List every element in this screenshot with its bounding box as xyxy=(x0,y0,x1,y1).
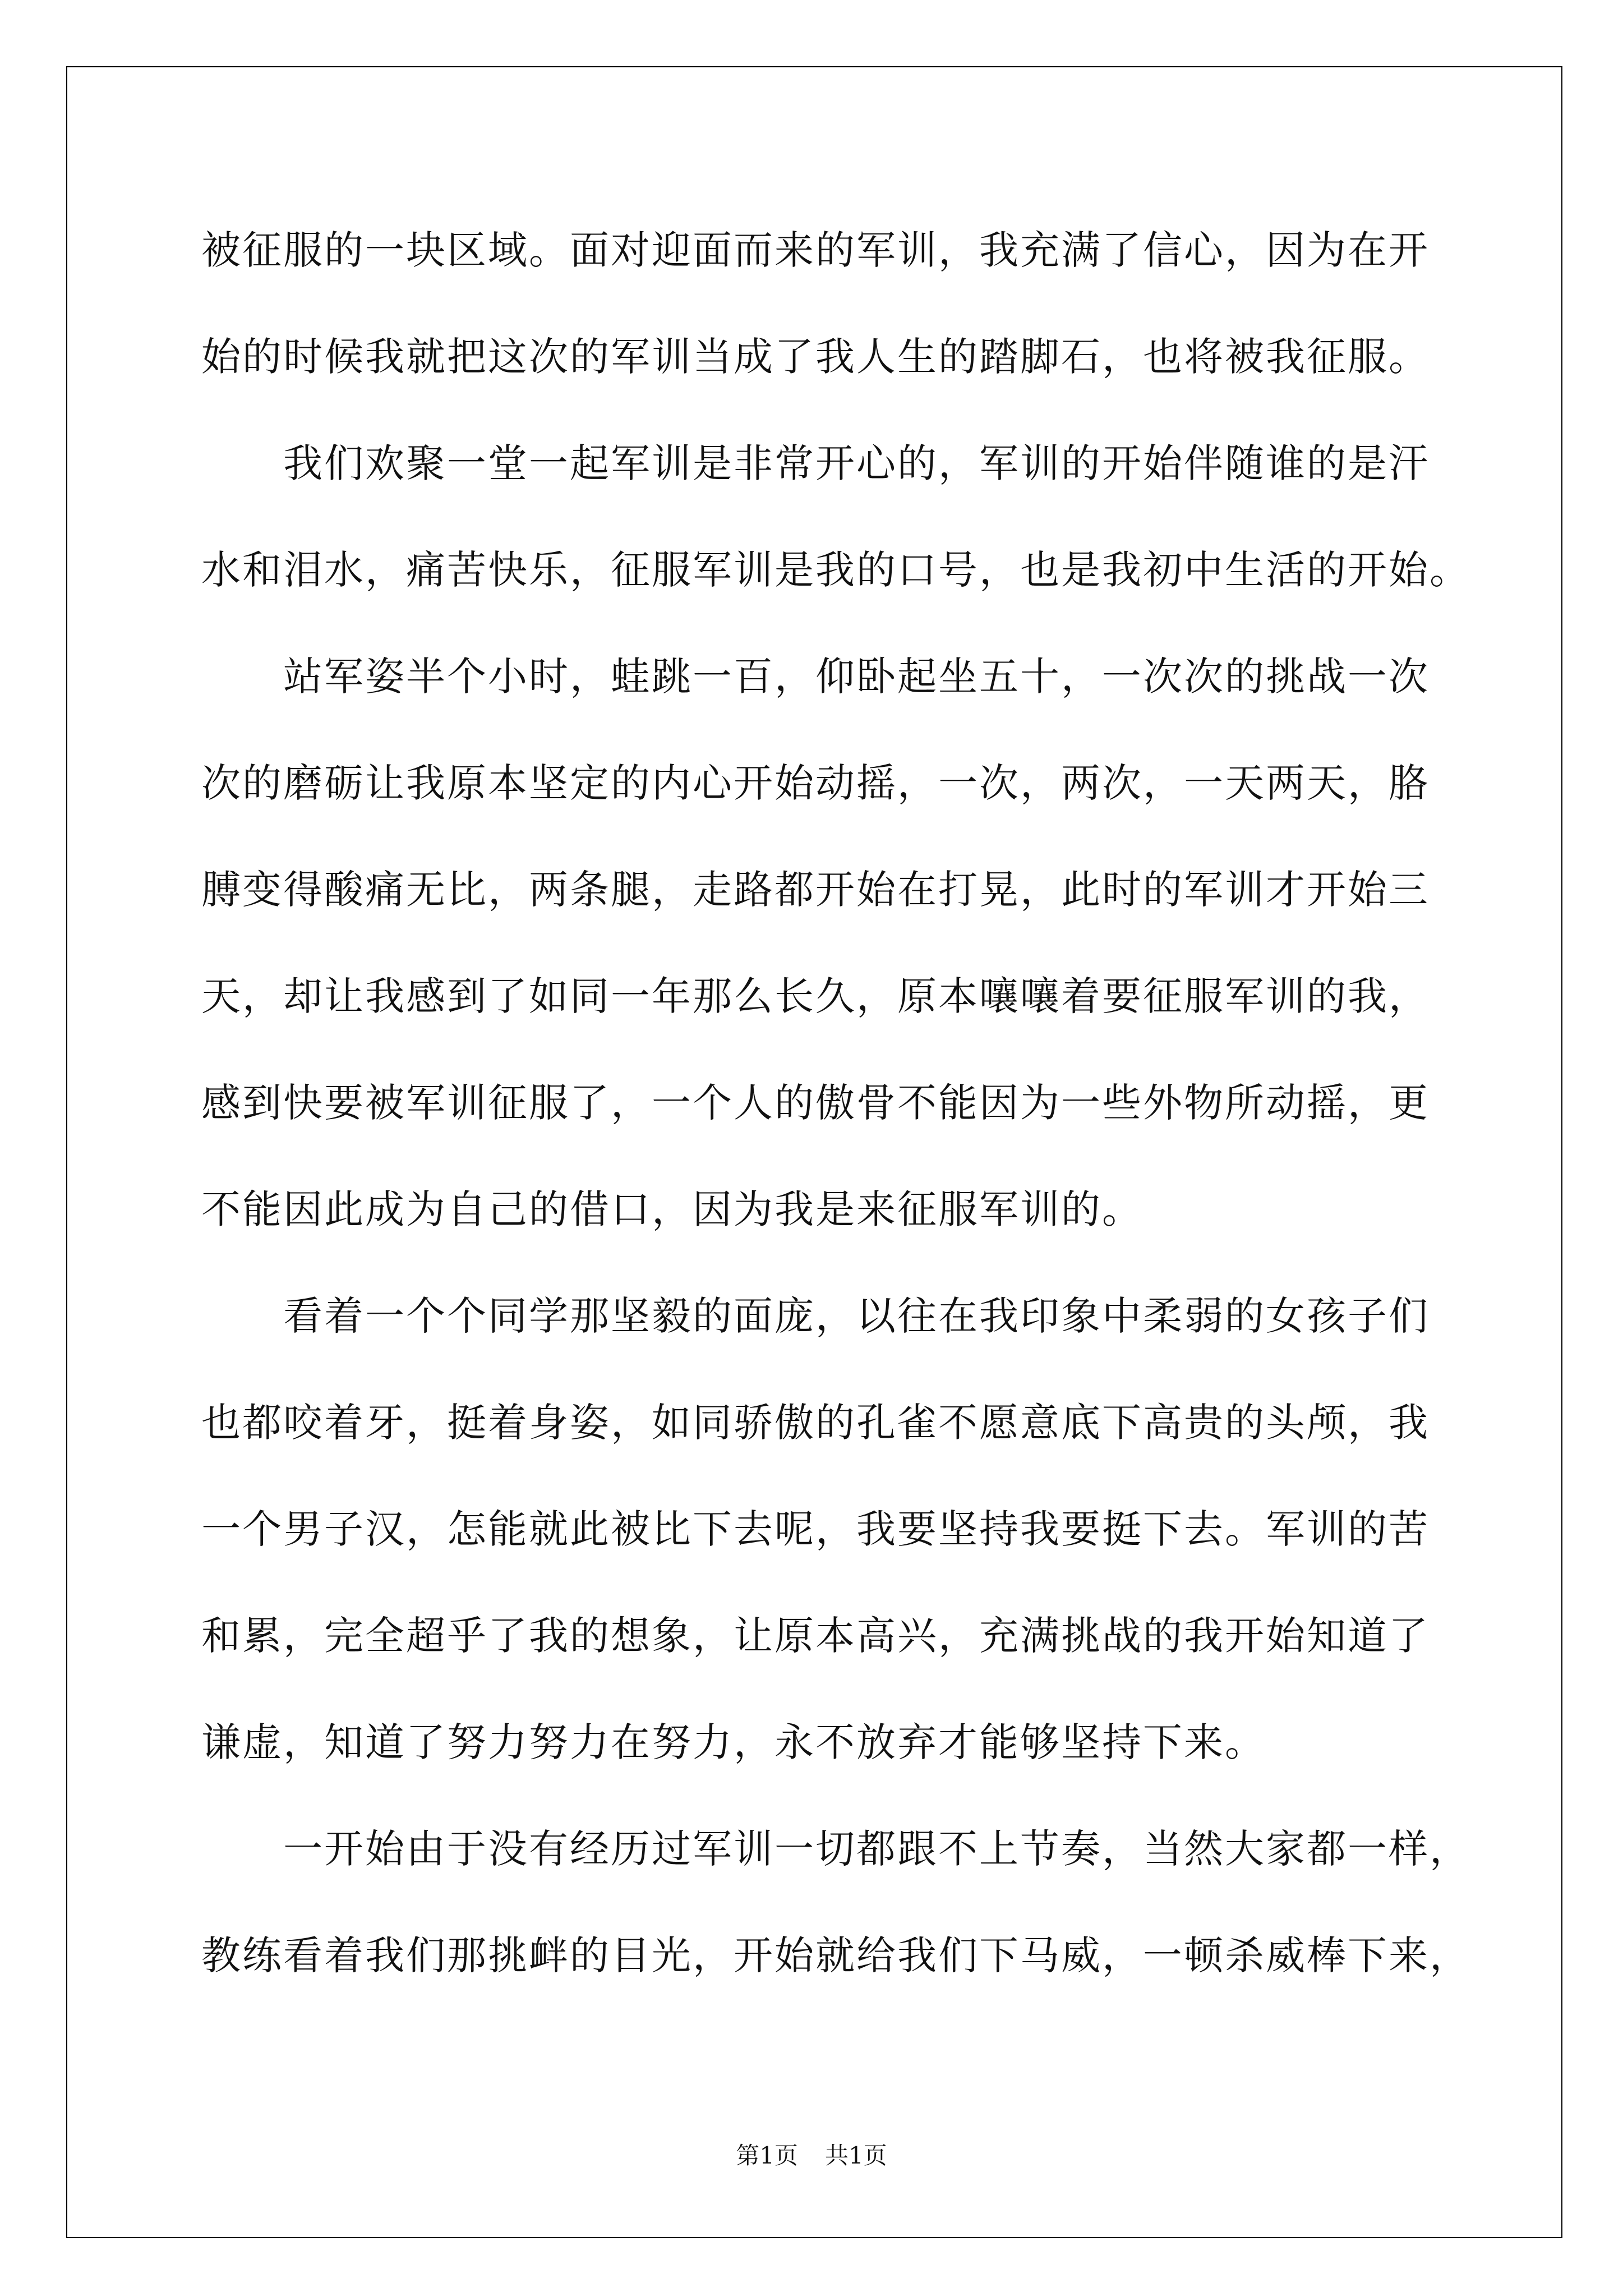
paragraph xyxy=(201,410,1491,623)
page-footer xyxy=(0,2140,1623,2171)
text-line: 教练看着我们那挑衅的目光，开始就给我们下马威，一顿杀威棒下来， xyxy=(201,1932,1470,1978)
text-line: 天，却让我感到了如同一年那么长久，原本嚷嚷着要征服军训的我， xyxy=(201,973,1430,1019)
page-total: 共1页 xyxy=(825,2142,887,2169)
text-line: 不能因此成为自己的借口，因为我是来征服军训的。 xyxy=(201,1186,1143,1232)
text-line: 次的磨砺让我原本坚定的内心开始动摇，一次，两次，一天两天，胳 xyxy=(201,760,1430,806)
page-number: 第1页 xyxy=(736,2142,798,2169)
text-line: 始的时候我就把这次的军训当成了我人生的踏脚石，也将被我征服。 xyxy=(201,334,1430,380)
text-line: 谦虚，知道了努力努力在努力，永不放弃才能够坚持下来。 xyxy=(201,1719,1266,1765)
text-line: 膊变得酸痛无比，两条腿，走路都开始在打晃，此时的军训才开始三 xyxy=(201,867,1430,913)
text-line: 被征服的一块区域。面对迎面而来的军训，我充满了信心，因为在开 xyxy=(201,227,1430,273)
body-text xyxy=(201,197,1491,2009)
text-line: 感到快要被军训征服了，一个人的傲骨不能因为一些外物所动摇，更 xyxy=(201,1080,1430,1126)
text-line: 看着一个个同学那坚毅的面庞，以往在我印象中柔弱的女孩子们 xyxy=(283,1293,1430,1339)
text-line: 站军姿半个小时，蛙跳一百，仰卧起坐五十，一次次的挑战一次 xyxy=(283,654,1430,700)
paragraph xyxy=(201,623,1491,1263)
paragraph xyxy=(201,1263,1491,1796)
text-line: 也都咬着牙，挺着身姿，如同骄傲的孔雀不愿意底下高贵的头颅，我 xyxy=(201,1400,1430,1446)
text-line: 一开始由于没有经历过军训一切都跟不上节奏，当然大家都一样， xyxy=(283,1826,1470,1872)
text-line: 一个男子汉，怎能就此被比下去呢，我要坚持我要挺下去。军训的苦 xyxy=(201,1506,1430,1552)
text-line: 我们欢聚一堂一起军训是非常开心的，军训的开始伴随谁的是汗 xyxy=(283,440,1430,486)
text-line: 和累，完全超乎了我的想象，让原本高兴，充满挑战的我开始知道了 xyxy=(201,1613,1430,1659)
paragraph xyxy=(201,197,1491,410)
text-line: 水和泪水，痛苦快乐，征服军训是我的口号，也是我初中生活的开始。 xyxy=(201,547,1470,593)
paragraph xyxy=(201,1796,1491,2009)
